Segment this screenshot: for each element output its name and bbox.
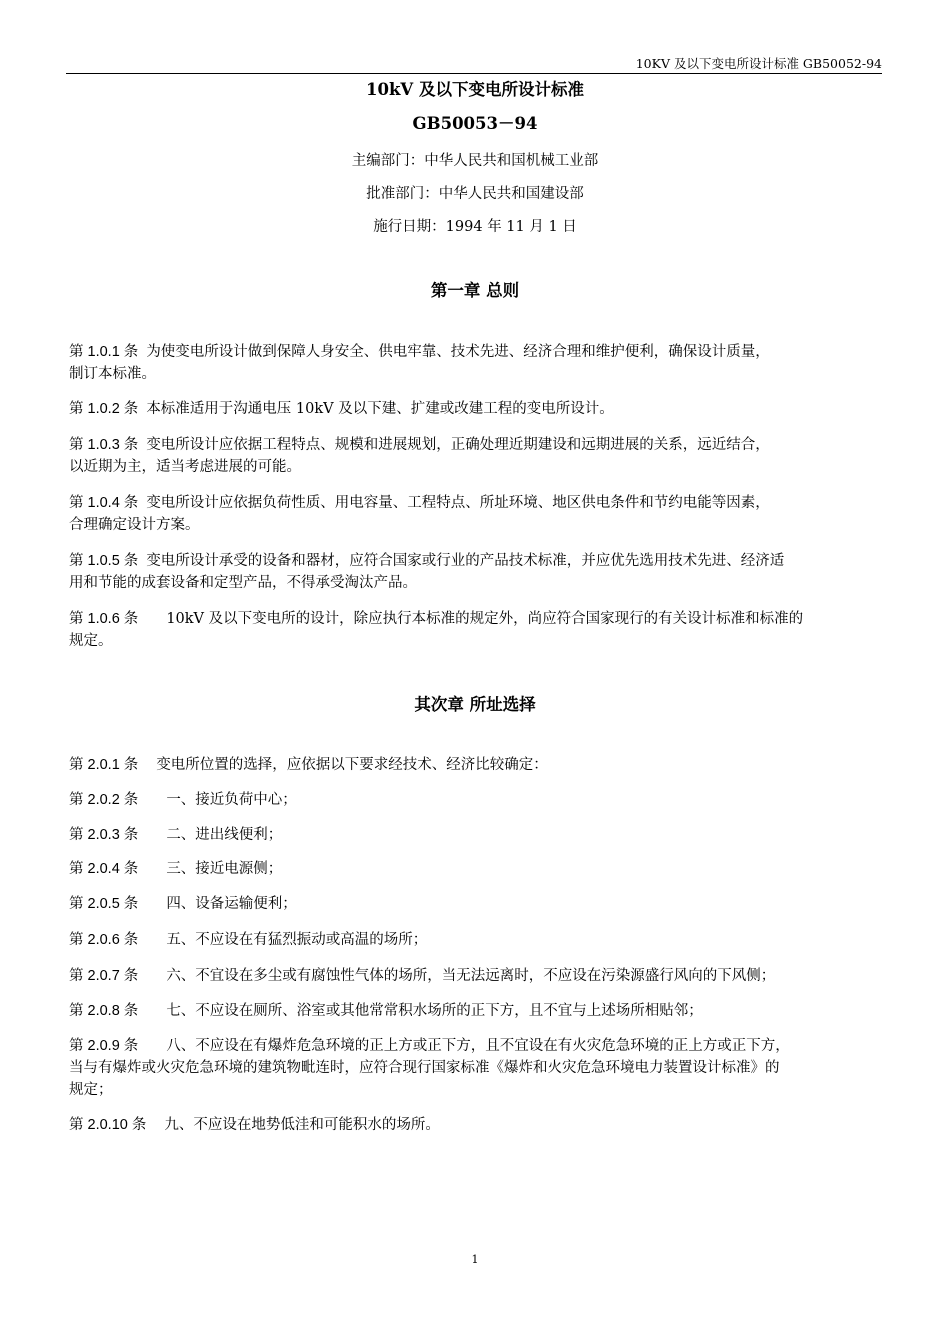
clause-text: 九、不应设在地势低洼和可能积水的场所。: [164, 1117, 440, 1133]
document-code: GB50053－94: [412, 114, 538, 133]
clause-text-continued: 制订本标准。: [69, 366, 156, 382]
clause-label: 第 1.0.6 条: [69, 611, 139, 627]
clause-1-0-3: [69, 434, 885, 478]
clause-text: 为使变电所设计做到保障人身安全、供电牢靠、技术先进、经济合理和维护便利，确保设计质量，: [146, 344, 770, 360]
clause-text-continued: 规定。: [69, 633, 113, 649]
chapter-2-title: 其次章 所址选择: [414, 695, 536, 714]
chapter-1-title: 第一章 总则: [430, 281, 520, 300]
clause-label: 第 2.0.2 条: [69, 792, 139, 808]
clause-text: 本标准适用于沟通电压 10kV 及以下建、扩建或改建工程的变电所设计。: [146, 401, 614, 417]
clause-1-0-6: [69, 608, 885, 652]
clause-text: 六、不宜设在多尘或有腐蚀性气体的场所，当无法远离时，不应设在污染源盛行风向的下风侧；: [166, 968, 776, 984]
clause-text: 10kV 及以下变电所的设计，除应执行本标准的规定外，尚应符合国家现行的有关设计标准和标准的: [166, 611, 804, 627]
document-title: 10kV 及以下变电所设计标准: [366, 80, 584, 99]
clause-2-0-3: [69, 824, 885, 846]
clause-2-0-7: [69, 965, 885, 987]
clause-text: 四、设备运输便利；: [166, 896, 297, 912]
effective-date-line: 施行日期：1994 年 11 月 1 日: [373, 219, 577, 235]
running-header: 10KV 及以下变电所设计标准 GB50052-94: [66, 56, 882, 74]
clause-text-continued: 规定；: [69, 1082, 113, 1098]
clause-1-0-4: [69, 492, 885, 536]
clause-label: 第 2.0.7 条: [69, 968, 139, 984]
clause-label: 第 1.0.2 条: [69, 401, 139, 417]
clause-label: 第 2.0.1 条: [69, 757, 139, 773]
clause-2-0-5: [69, 893, 885, 915]
clause-label: 第 2.0.3 条: [69, 827, 139, 843]
approver-line: 批准部门：中华人民共和国建设部: [366, 186, 584, 202]
clause-label: 第 2.0.5 条: [69, 896, 139, 912]
clause-text: 五、不应设在有猛烈振动或高温的场所；: [166, 932, 428, 948]
clause-text-continued: 以近期为主，适当考虑进展的可能。: [69, 459, 301, 475]
clause-2-0-2: [69, 789, 885, 811]
clause-label: 第 1.0.3 条: [69, 437, 139, 453]
clause-2-0-8: [69, 1000, 885, 1022]
clause-text-continued: 合理确定设计方案。: [69, 517, 200, 533]
clause-1-0-2: [69, 398, 885, 420]
clause-text: 二、进出线便利；: [166, 827, 283, 843]
clause-2-0-9: [69, 1035, 885, 1101]
clause-2-0-10: [69, 1114, 885, 1136]
clause-text: 变电所设计应依据工程特点、规模和进展规划，正确处理近期建设和远期进展的关系，远近结合，: [146, 437, 770, 453]
clause-2-0-6: [69, 929, 885, 951]
page-number: 1: [471, 1253, 479, 1266]
clause-text: 变电所位置的选择，应依据以下要求经技术、经济比较确定：: [156, 757, 548, 773]
clause-text: 八、不应设在有爆炸危急环境的正上方或正下方，且不宜设在有火灾危急环境的正上方或正下方，: [166, 1038, 790, 1054]
clause-text-continued: 用和节能的成套设备和定型产品，不得承受淘汰产品。: [69, 575, 417, 591]
clause-label: 第 2.0.4 条: [69, 861, 139, 877]
clause-1-0-5: [69, 550, 885, 594]
clause-label: 第 1.0.5 条: [69, 553, 139, 569]
clause-label: 第 2.0.6 条: [69, 932, 139, 948]
clause-label: 第 2.0.10 条: [69, 1117, 147, 1133]
clause-2-0-4: [69, 858, 885, 880]
clause-label: 第 1.0.1 条: [69, 344, 139, 360]
clause-text: 变电所设计承受的设备和器材，应符合国家或行业的产品技术标准，并应优先选用技术先进、经济适: [146, 553, 785, 569]
clause-text: 变电所设计应依据负荷性质、用电容量、工程特点、所址环境、地区供电条件和节约电能等因素，: [146, 495, 770, 511]
clause-text: 三、接近电源侧；: [166, 861, 283, 877]
clause-text: 一、接近负荷中心；: [166, 792, 297, 808]
clause-label: 第 2.0.9 条: [69, 1038, 139, 1054]
clause-label: 第 2.0.8 条: [69, 1003, 139, 1019]
clause-2-0-1: [69, 754, 885, 776]
editor-line: 主编部门：中华人民共和国机械工业部: [351, 153, 599, 169]
clause-label: 第 1.0.4 条: [69, 495, 139, 511]
clause-text: 七、不应设在厕所、浴室或其他常常积水场所的正下方，且不宜与上述场所相贴邻；: [166, 1003, 703, 1019]
clause-text-continued: 当与有爆炸或火灾危急环境的建筑物毗连时，应符合现行国家标准《爆炸和火灾危急环境电力装置设计标准》的: [69, 1060, 780, 1076]
clause-1-0-1: [69, 341, 885, 385]
